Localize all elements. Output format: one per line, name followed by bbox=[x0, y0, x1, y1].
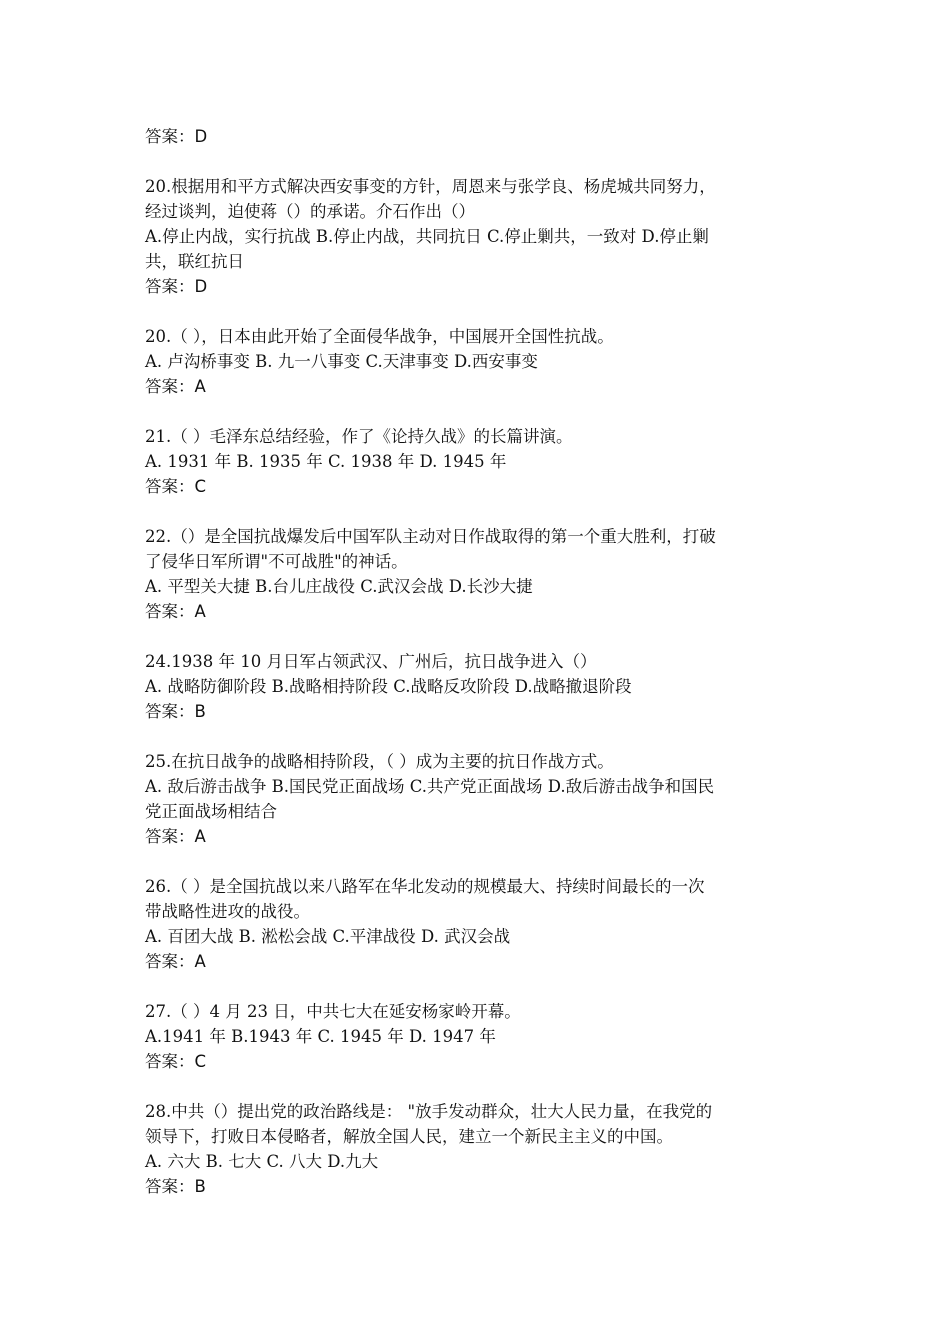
question-line: 25.在抗日战争的战略相持阶段，（ ）成为主要的抗日作战方式。 bbox=[145, 752, 614, 771]
question-line: 20.根据用和平方式解决西安事变的方针，周恩来与张学良、杨虎城共同努力， bbox=[145, 177, 716, 196]
options-line: A. 百团大战 B. 淞松会战 C.平津战役 D. 武汉会战 bbox=[145, 927, 511, 946]
options-line: A. 敌后游击战争 B.国民党正面战场 C.共产党正面战场 D.敌后游击战争和国民 bbox=[145, 777, 715, 796]
options-line: A. 1931 年 B. 1935 年 C. 1938 年 D. 1945 年 bbox=[145, 452, 507, 471]
answer-line: 答案：C bbox=[145, 1052, 207, 1071]
options-line: A. 卢沟桥事变 B. 九一八事变 C.天津事变 D.西安事变 bbox=[145, 352, 538, 371]
options-line: A.1941 年 B.1943 年 C. 1945 年 D. 1947 年 bbox=[145, 1027, 496, 1046]
question-block bbox=[145, 874, 810, 974]
question-line: 领导下，打败日本侵略者，解放全国人民，建立一个新民主主义的中国。 bbox=[145, 1127, 673, 1146]
answer-line: 答案：A bbox=[145, 377, 206, 396]
question-line: 22.（）是全国抗战爆发后中国军队主动对日作战取得的第一个重大胜利，打破 bbox=[145, 527, 716, 546]
answer-line: 答案：B bbox=[145, 702, 206, 721]
answer-line: 答案：B bbox=[145, 1177, 206, 1196]
question-line: 26.（ ）是全国抗战以来八路军在华北发动的规模最大、持续时间最长的一次 bbox=[145, 877, 705, 896]
options-line: 党正面战场相结合 bbox=[145, 802, 277, 821]
question-block bbox=[145, 649, 810, 724]
question-line: 了侵华日军所谓"不可战胜"的神话。 bbox=[145, 552, 408, 571]
options-line: A.停止内战，实行抗战 B.停止内战，共同抗日 C.停止剿共，一致对 D.停止剿 bbox=[145, 227, 709, 246]
question-line: 20.（ ），日本由此开始了全面侵华战争，中国展开全国性抗战。 bbox=[145, 327, 614, 346]
question-line: 带战略性进攻的战役。 bbox=[145, 902, 310, 921]
answer-line: 答案：A bbox=[145, 952, 206, 971]
document-page bbox=[145, 124, 810, 1224]
question-line: 21.（ ）毛泽东总结经验，作了《论持久战》的长篇讲演。 bbox=[145, 427, 573, 446]
answer-line: 答案：A bbox=[145, 602, 206, 621]
question-line: 27.（ ）4 月 23 日，中共七大在延安杨家岭开幕。 bbox=[145, 1002, 521, 1021]
question-block bbox=[145, 174, 810, 299]
options-line: 共，联红抗日 bbox=[145, 252, 244, 271]
answer-line: 答案：D bbox=[145, 127, 208, 146]
question-block bbox=[145, 749, 810, 849]
question-line: 24.1938 年 10 月日军占领武汉、广州后，抗日战争进入（） bbox=[145, 652, 597, 671]
options-line: A. 平型关大捷 B.台儿庄战役 C.武汉会战 D.长沙大捷 bbox=[145, 577, 533, 596]
question-block bbox=[145, 1099, 810, 1199]
options-line: A. 战略防御阶段 B.战略相持阶段 C.战略反攻阶段 D.战略撤退阶段 bbox=[145, 677, 632, 696]
question-block bbox=[145, 524, 810, 624]
answer-line: 答案：A bbox=[145, 827, 206, 846]
question-line: 经过谈判，迫使蒋（）的承诺。介石作出（） bbox=[145, 202, 475, 221]
answer-line: 答案：D bbox=[145, 277, 208, 296]
question-block bbox=[145, 324, 810, 399]
question-block bbox=[145, 424, 810, 499]
question-line: 28.中共（）提出党的政治路线是： "放手发动群众，壮大人民力量，在我党的 bbox=[145, 1102, 713, 1121]
answer-line: 答案：C bbox=[145, 477, 207, 496]
question-block bbox=[145, 999, 810, 1074]
question-block bbox=[145, 124, 810, 149]
options-line: A. 六大 B. 七大 C. 八大 D.九大 bbox=[145, 1152, 379, 1171]
